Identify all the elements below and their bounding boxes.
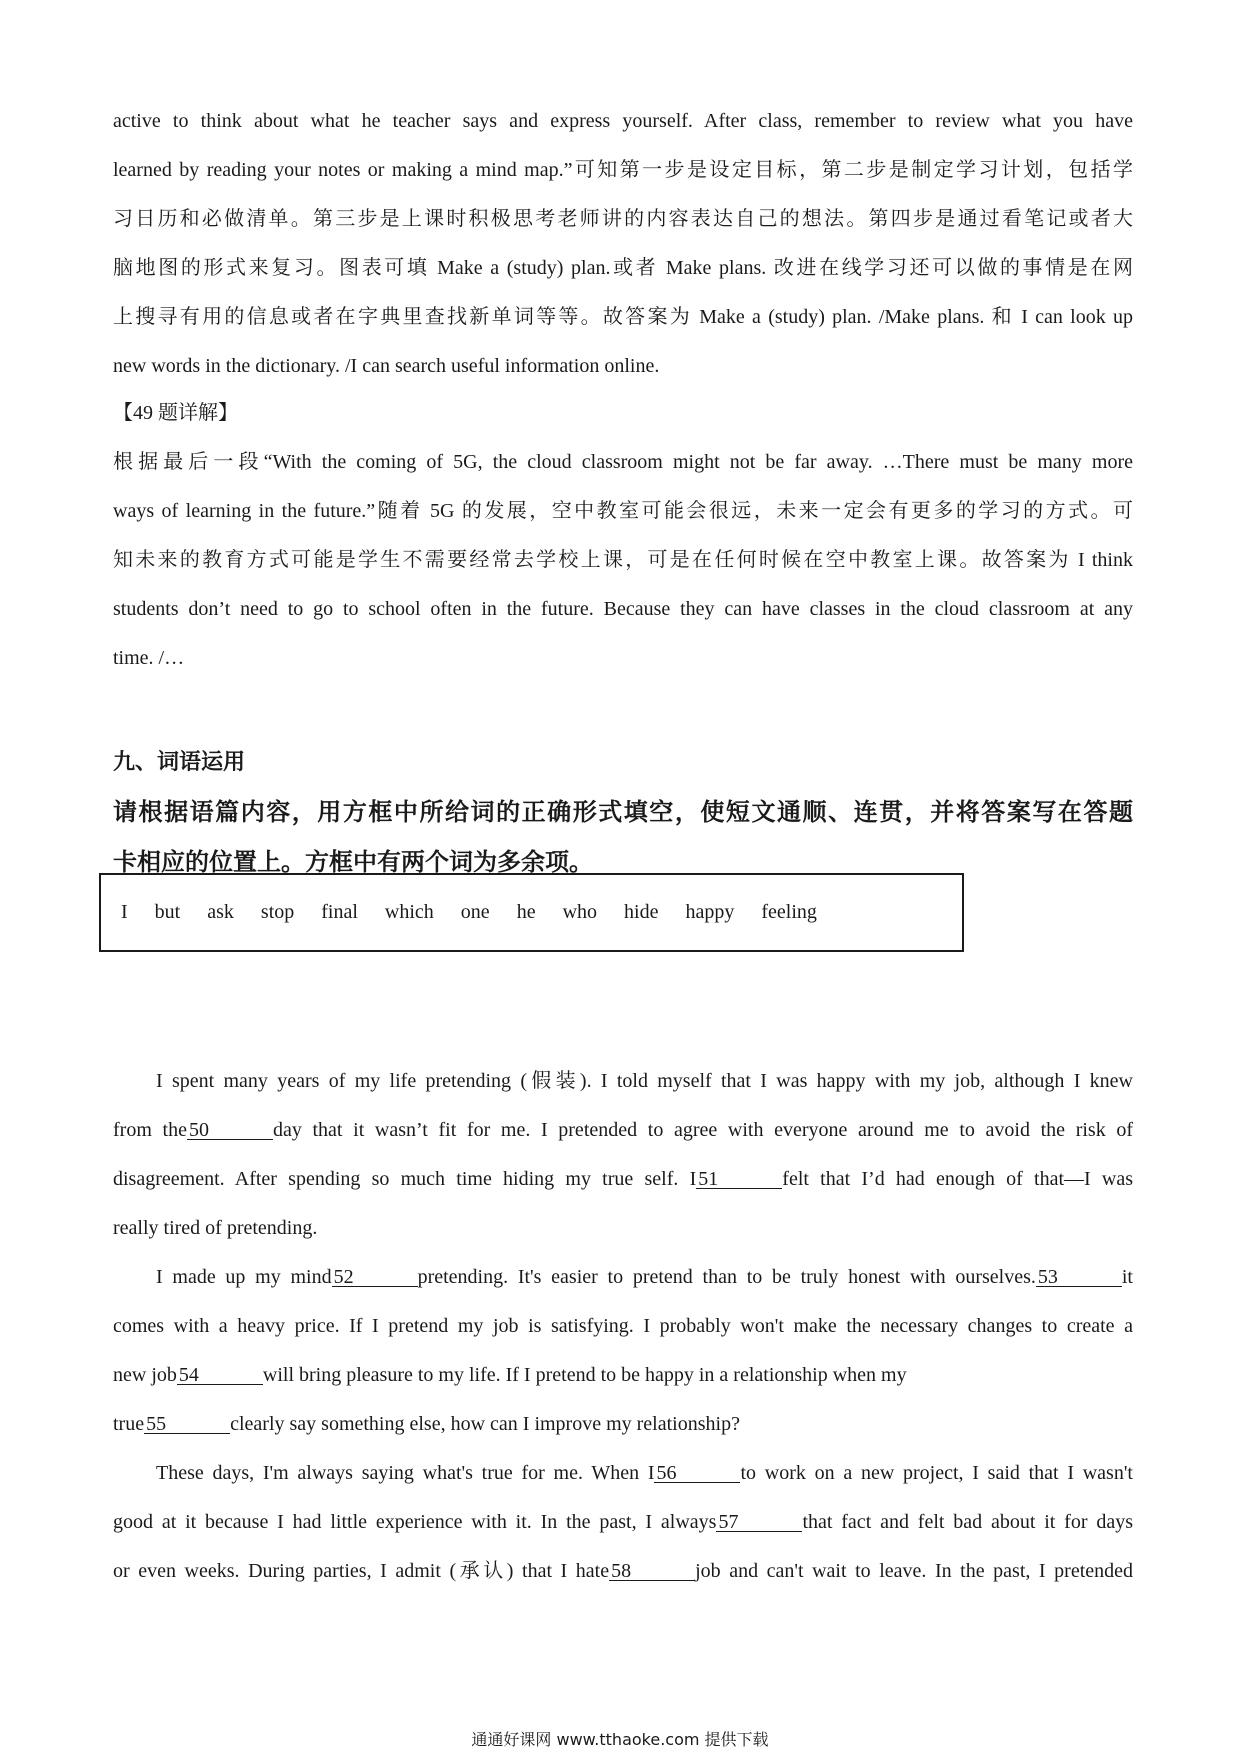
word-bank-item: hide xyxy=(624,901,659,923)
word-bank-item: I xyxy=(121,901,128,923)
passage xyxy=(113,1071,1133,1585)
text-span: clearly say something else, how can I improve my relationship? xyxy=(230,1413,740,1435)
text-span: disagreement. After spending so much time hiding my true self. I xyxy=(113,1168,697,1190)
text-line: comes with a heavy price. If I pretend my job is satisfying. I probably won't make the necessary changes to create a xyxy=(113,1315,1133,1337)
text-span: new job xyxy=(113,1364,177,1386)
text-span: to work on a new project, I said that I wasn't xyxy=(740,1462,1133,1484)
text-line: learned by reading your notes or making a mind map.”可知第一步是设定目标，第二步是制定学习计划，包括学 xyxy=(113,159,1133,181)
text-line: time. /… xyxy=(113,647,185,669)
answer-blank-53[interactable]: 53 xyxy=(1036,1268,1122,1287)
section-heading xyxy=(113,745,1133,877)
word-bank-item: happy xyxy=(685,901,735,923)
text-line: new words in the dictionary. /I can search useful information online. xyxy=(113,355,660,377)
section-title: 九、词语运用 xyxy=(113,749,246,774)
word-bank-item: he xyxy=(516,901,536,923)
text-line xyxy=(113,1169,1133,1193)
text-line xyxy=(113,1120,1133,1144)
text-span: day that it wasn’t fit for me. I pretended to agree with everyone around me to avoid the risk of xyxy=(272,1119,1133,1141)
text-line xyxy=(113,1512,1133,1536)
text-line: really tired of pretending. xyxy=(113,1217,318,1239)
word-bank-item: ask xyxy=(207,901,234,923)
text-span: true xyxy=(113,1413,145,1435)
answer-blank-52[interactable]: 52 xyxy=(332,1268,418,1287)
answer-blank-51[interactable]: 51 xyxy=(696,1170,782,1189)
section-instructions: 卡相应的位置上。方框中有两个词为多余项。 xyxy=(113,850,593,876)
text-span: job and can't wait to leave. In the past, I pretended xyxy=(695,1560,1134,1582)
word-bank-item: final xyxy=(321,901,358,923)
text-line: active to think about what he teacher says and express yourself. After class, remember to review what you have xyxy=(113,110,1133,132)
text-line: ways of learning in the future.”随着 5G 的发展，空中教室可能会很远，未来一定会有更多的学习的方式。可 xyxy=(113,500,1133,522)
section-instructions: 请根据语篇内容，用方框中所给词的正确形式填空，使短文通顺、连贯，并将答案写在答题 xyxy=(113,800,1133,826)
text-line: 根据最后一段“With the coming of 5G, the cloud classroom might not be far away. …There must be many more xyxy=(113,451,1133,473)
text-span: These days, I'm always saying what's true for me. When I xyxy=(156,1462,655,1484)
text-line xyxy=(113,1561,1133,1585)
word-bank-item: feeling xyxy=(761,901,817,923)
word-bank-item: which xyxy=(384,901,434,923)
answer-blank-56[interactable]: 56 xyxy=(654,1464,740,1483)
answer-blank-50[interactable]: 50 xyxy=(187,1121,273,1140)
text-line xyxy=(113,1365,1133,1389)
text-line: 脑地图的形式来复习。图表可填 Make a (study) plan.或者 Make plans. 改进在线学习还可以做的事情是在网 xyxy=(113,257,1133,279)
text-span: or even weeks. During parties, I admit (承认) that I hate xyxy=(113,1560,610,1582)
text-span: pretending. It's easier to pretend than to be truly honest with ourselves. xyxy=(417,1266,1036,1288)
word-bank xyxy=(99,873,964,952)
text-line: 习日历和必做清单。第三步是上课时积极思考老师讲的内容表达自己的想法。第四步是通过看笔记或者大 xyxy=(113,208,1133,230)
word-bank-item: stop xyxy=(260,901,295,923)
q49-title: 【49 题详解】 xyxy=(113,402,238,424)
text-span: from the xyxy=(113,1119,187,1141)
text-line: students don’t need to go to school often in the future. Because they can have classes in the cloud classroom at any xyxy=(113,598,1133,620)
text-line: 上搜寻有用的信息或者在字典里查找新单词等等。故答案为 Make a (study) plan. /Make plans. 和 I can look up xyxy=(113,306,1133,328)
page-footer: 通通好课网 www.tthaoke.com 提供下载 xyxy=(471,1730,769,1749)
text-span: good at it because I had little experience with it. In the past, I always xyxy=(113,1511,717,1533)
answer-blank-58[interactable]: 58 xyxy=(609,1562,695,1581)
text-span: it xyxy=(1121,1266,1133,1288)
text-span: that fact and felt bad about it for days xyxy=(802,1511,1133,1533)
text-line xyxy=(113,1414,1133,1438)
text-span: will bring pleasure to my life. If I pretend to be happy in a relationship when my xyxy=(262,1364,907,1386)
answer-blank-57[interactable]: 57 xyxy=(716,1513,802,1532)
word-bank-item: who xyxy=(562,901,598,923)
word-bank-item: but xyxy=(154,901,181,923)
text-span: I made up my mind xyxy=(156,1266,332,1288)
text-line: 知未来的教育方式可能是学生不需要经常去学校上课，可是在任何时候在空中教室上课。故答案为 I think xyxy=(113,549,1133,571)
text-line: I spent many years of my life pretending (假装). I told myself that I was happy with my job, although I knew xyxy=(156,1070,1133,1092)
q49-block xyxy=(113,403,1133,672)
explanation-block xyxy=(113,111,1133,380)
answer-blank-54[interactable]: 54 xyxy=(177,1366,263,1385)
text-line xyxy=(113,1267,1133,1291)
text-span: felt that I’d had enough of that—I was xyxy=(782,1168,1133,1190)
answer-blank-55[interactable]: 55 xyxy=(144,1415,230,1434)
text-line xyxy=(113,1463,1133,1487)
word-bank-item: one xyxy=(460,901,490,923)
